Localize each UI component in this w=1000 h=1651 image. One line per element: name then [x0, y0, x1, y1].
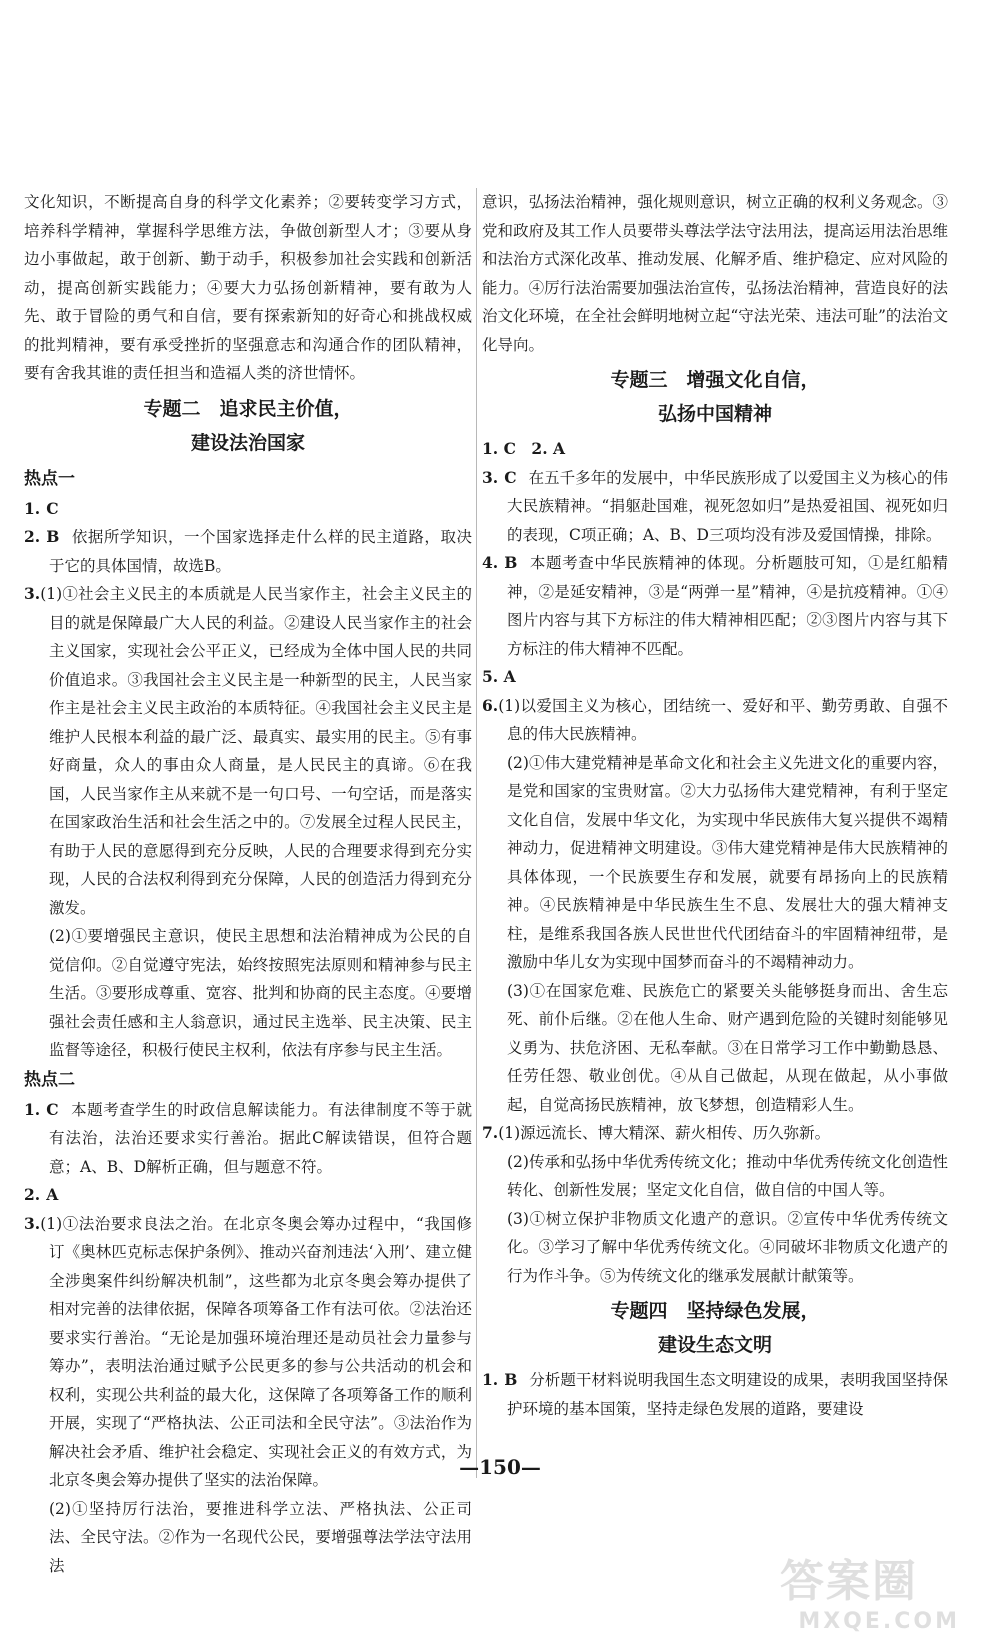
- topic3-heading-line2: 弘扬中国精神: [657, 403, 772, 425]
- q-number: 7.: [482, 1123, 499, 1142]
- hotspot1-q3: [24, 580, 472, 922]
- hotspot2-q1: [24, 1096, 472, 1182]
- q-answer: C: [46, 1099, 59, 1119]
- q-answer: A: [46, 1185, 59, 1204]
- right-intro-paragraph: 意识，弘扬法治精神，强化规则意识，树立正确的权利义务观念。③党和政府及其工作人员要带头尊法学法守法用法，提高运用法治思维和法治方式深化改革、推动发展、化解矛盾、维护稳定、应对风险的能力。④厉行法治需要加强法治宣传，弘扬法治精神，营造良好的法治文化环境，在全社会鲜明地树立起“守法光荣、违法可耻”的法治文化导向。: [482, 193, 948, 354]
- q-number: 2.: [24, 1185, 41, 1204]
- q-number: 3.: [24, 1213, 41, 1233]
- q-answer: B: [46, 527, 60, 546]
- topic4-heading: [482, 1294, 948, 1362]
- topic3-q7: [482, 1119, 948, 1148]
- q-answer: B: [504, 553, 518, 572]
- topic3-q6: [482, 692, 948, 749]
- topic2-heading-line1: 专题二 追求民主价值，: [143, 397, 353, 420]
- topic3-q3: [482, 464, 948, 550]
- q-explanation: 依据所学知识，一个国家选择走什么样的民主道路，取决于它的具体国情，故选B。: [49, 528, 472, 575]
- topic3-q1-q2: 1. C 2. A: [482, 439, 566, 458]
- hotspot2-q2: [24, 1181, 472, 1210]
- hotspot2-q3-part2: (2)①坚持厉行法治，要推进科学立法、严格执法、公正司法、全民守法。②作为一名现代公民，要增强尊法学法守法用法: [49, 1499, 472, 1575]
- hotspot2-q3: [24, 1210, 472, 1495]
- q-part1: (1)①社会主义民主的本质就是人民当家作主，社会主义民主的目的就是保障最广大人民的利益。②建设人民当家作主的社会主义国家，实现社会公平正义，已经成为全体中国人民的共同价值追求。③我国社会主义民主是一种新型的民主，人民当家作主是社会主义民主政治的本质特征。④我国社会主义民主是维护人民根本利益的最广泛、最真实、最实用的民主。⑤有事好商量，众人的事由众人商量，是人民民主的真谛。⑥在我国，人民当家作主从来就不是一句口号、一句空话，而是落实在国家政治生活和社会生活之中的。⑦发展全过程人民民主，有助于人民的意愿得到充分反映，人民的合理要求得到充分实现，人民的合法权利得到充分保障，人民的创造活力得到充分激发。: [40, 585, 472, 917]
- topic3-q4: [482, 549, 948, 663]
- topic3-q6-part2: (2)①伟大建党精神是革命文化和社会主义先进文化的重要内容，是党和国家的宝贵财富。②大力弘扬伟大建党精神，有利于坚定文化自信，发展中华文化，为实现中华民族伟大复兴提供不竭精神动力，促进精神文明建设。③伟大建党精神是伟大民族精神的具体体现，一个民族要生存和发展，就要有昂扬向上的民族精神。④民族精神是中华民族生生不息、发展壮大的强大精神支柱，是维系我国各族人民世世代代团结奋斗的牢固精神纽带，是激励中华儿女为实现中国梦而奋斗的不竭精神动力。: [507, 753, 948, 971]
- watermark-line2: MXQE.COM: [798, 1609, 960, 1634]
- q-explanation: 分析题干材料说明我国生态文明建设的成果，表明我国坚持保护环境的基本国策，坚持走绿色发展的道路，要建设: [507, 1371, 948, 1418]
- q-answer: C: [504, 467, 517, 487]
- page-number: —150—: [459, 1455, 541, 1479]
- hotspot1-q1: [24, 495, 472, 524]
- q-number: 6.: [482, 695, 499, 715]
- hotspot1-q3-part2: (2)①要增强民主意识，使民主思想和法治精神成为公民的自觉信仰。②自觉遵守宪法，始终按照宪法原则和精神参与民主生活。③要形成尊重、宽容、批判和协商的民主态度。④要增强社会责任感和主人翁意识，通过民主选举、民主决策、民主监督等途径，积极行使民主权利，依法有序参与民主生活。: [49, 927, 472, 1059]
- left-intro-paragraph: 文化知识，不断提高自身的科学文化素养；②要转变学习方式，培养科学精神，掌握科学思维方法，争做创新型人才；③要从身边小事做起，敢于创新、勤于动手，积极参加社会实践和创新活动，提高创新实践能力；④要大力弘扬创新精神，要有敢为人先、敢于冒险的勇气和自信，要有探索新知的好奇心和挑战权威的批判精神，要有承受挫折的坚强意志和沟通合作的团队精神，要有舍我其谁的责任担当和造福人类的济世情怀。: [24, 193, 472, 382]
- topic3-q6-part3: (3)①在国家危难、民族危亡的紧要关头能够挺身而出、舍生忘死、前仆后继。②在他人生命、财产遇到危险的关键时刻能够见义勇为、扶危济困、无私奉献。③在日常学习工作中勤勤恳恳、任劳任怨、敬业创优。④从自己做起，从现在做起，从小事做起，自觉高扬民族精神，放飞梦想，创造精彩人生。: [507, 981, 948, 1114]
- topic4-heading-line2: 建设生态文明: [657, 1334, 772, 1356]
- topic4-heading-line1: 专题四 坚持绿色发展，: [610, 1300, 820, 1322]
- q-explanation: 在五千多年的发展中，中华民族形成了以爱国主义为核心的伟大民族精神。“捐躯赴国难，视死忽如归”是热爱祖国、视死如归的表现，C项正确；A、B、D三项均没有涉及爱国情操，排除。: [507, 468, 948, 544]
- right-column: [482, 188, 948, 1423]
- q-number: 4.: [482, 553, 499, 572]
- topic3-q7-part2: (2)传承和弘扬中华优秀传统文化；推动中华优秀传统文化创造性转化、创新性发展；坚定文化自信，做自信的中国人等。: [507, 1152, 948, 1199]
- q-number: 1.: [24, 1099, 41, 1119]
- topic4-q1: [482, 1366, 948, 1423]
- q-part1: (1)以爱国主义为核心，团结统一、爱好和平、勤劳勇敢、自强不息的伟大民族精神。: [498, 696, 948, 743]
- topic3-q7-part3: (3)①树立保护非物质文化遗产的意识。②宣传中华优秀传统文化。③学习了解中华优秀传统文化。④同破坏非物质文化遗产的行为作斗争。⑤为传统文化的继承发展献计献策等。: [507, 1209, 948, 1285]
- topic3-heading: [482, 363, 948, 431]
- q-number: 3.: [482, 467, 499, 487]
- column-divider: [476, 188, 477, 1478]
- q-answer: B: [504, 1370, 518, 1389]
- hotspot1-heading: 热点一: [24, 468, 75, 489]
- q-number: 3.: [24, 584, 41, 603]
- q-number: 1.: [482, 1370, 499, 1389]
- hotspot2-heading: 热点二: [24, 1069, 75, 1090]
- q-number: 1.: [24, 498, 41, 518]
- topic2-heading-line2: 建设法治国家: [190, 431, 305, 454]
- hotspot1-q2: [24, 523, 472, 580]
- q-answer: C: [46, 498, 59, 518]
- topic3-q5: 5. A: [482, 667, 516, 686]
- q-number: 2.: [24, 527, 41, 546]
- q-part1: (1)源远流长、博大精深、薪火相传、历久弥新。: [498, 1124, 831, 1142]
- topic3-heading-line1: 专题三 增强文化自信，: [610, 369, 820, 391]
- watermark-logo: [780, 1545, 960, 1635]
- q-explanation: 本题考查中华民族精神的体现。分析题肢可知，①是红船精神，②是延安精神，③是“两弹一星”精神，④是抗疫精神。①④图片内容与其下方标注的伟大精神相匹配；②③图片内容与其下方标注的伟大精神不匹配。: [507, 554, 948, 658]
- q-part1: (1)①法治要求良法之治。在北京冬奥会筹办过程中，“我国修订《奥林匹克标志保护条例》、推动兴奋剂违法‘入刑’、建立健全涉奥案件纠纷解决机制”，这些都为北京冬奥会筹办提供了相对完善的法律依据，保障各项筹备工作有法可依。②法治还要求实行善治。“无论是加强环境治理还是动员社会力量参与筹办”，表明法治通过赋予公民更多的参与公共活动的机会和权利，实现公共利益的最大化，这保障了各项筹备工作的顺利开展，实现了“严格执法、公正司法和全民守法”。③法治作为解决社会矛盾、维护社会稳定、实现社会正义的有效方式，为北京冬奥会筹办提供了坚实的法治保障。: [40, 1214, 472, 1489]
- left-column: [24, 188, 472, 1580]
- watermark-line1: 答案圈: [780, 1556, 918, 1607]
- topic2-heading: [24, 392, 472, 460]
- q-explanation: 本题考查学生的时政信息解读能力。有法律制度不等于就有法治，法治还要求实行善治。据此C解读错误，但符合题意；A、B、D解析正确，但与题意不符。: [49, 1100, 472, 1176]
